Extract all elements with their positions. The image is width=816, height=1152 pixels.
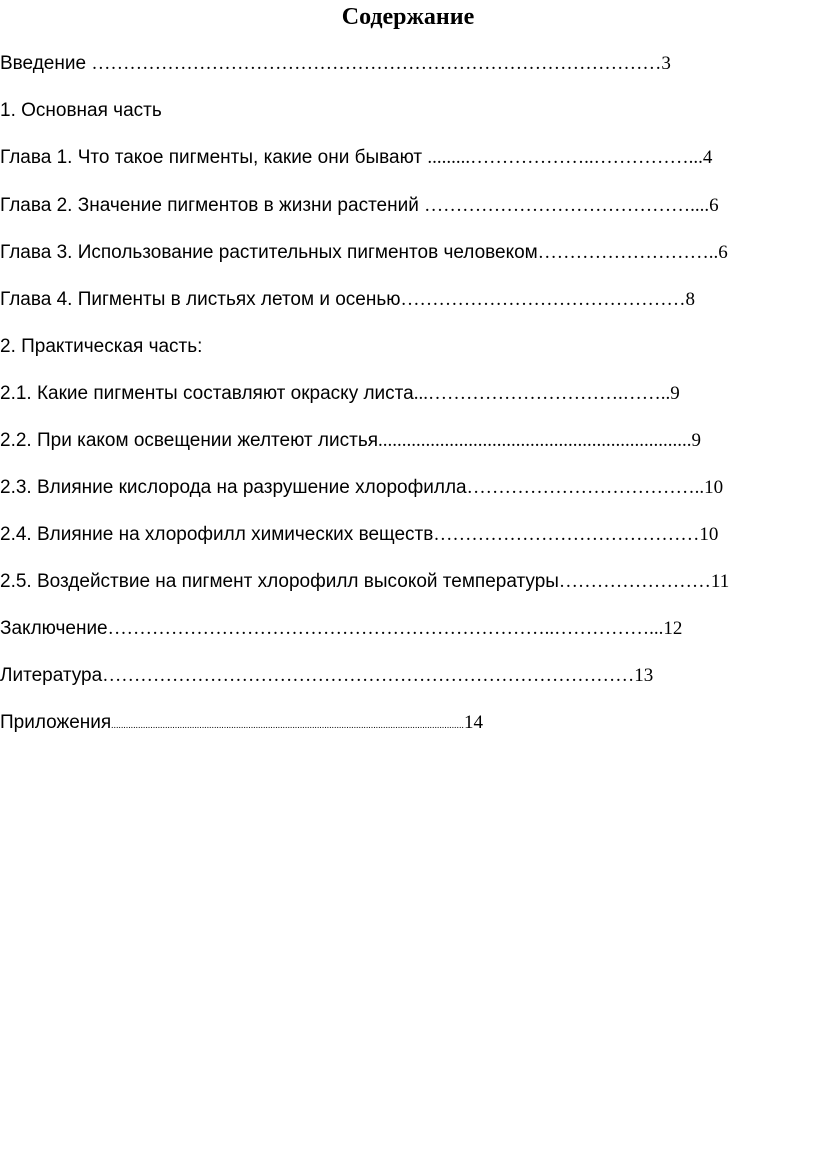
toc-entry-leader: ……………………………….. [466, 477, 705, 498]
toc-entry-leader: ……………………………………………………………………………… [91, 53, 662, 74]
toc-entry-page: 6 [718, 242, 728, 263]
toc-entry-label: 2.5. Воздействие на пигмент хлорофилл высокой температуры [0, 571, 559, 592]
toc-section-practical [0, 335, 202, 359]
toc-entry-page: 10 [699, 524, 719, 545]
toc-entry-leader: …………………… [558, 571, 711, 592]
toc-entry-page: 4 [702, 147, 713, 168]
toc-title: Содержание [341, 4, 475, 30]
toc-entry-2-3 [0, 476, 723, 500]
toc-entry-page: 3 [661, 53, 671, 74]
toc-entry-leader: …………………………………… [433, 524, 700, 545]
toc-entry-leader: ................................................................................................................................................ [111, 720, 464, 730]
toc-entry-leader: ...………………………….…….. [413, 383, 671, 404]
toc-entry-leader: ……………………………………… [400, 289, 686, 310]
toc-entry-page: 14 [463, 712, 483, 733]
toc-entry-2-4 [0, 523, 718, 547]
toc-entry-page: 9 [670, 383, 680, 404]
toc-entry-page: 13 [634, 665, 654, 686]
toc-entry-label: 1. Основная часть [0, 100, 162, 121]
toc-entry-leader: ……………………….. [537, 242, 719, 263]
toc-entry-chapter-3 [0, 241, 728, 265]
toc-entry-page: 12 [663, 618, 683, 639]
toc-entry-label: Введение [0, 53, 92, 74]
toc-entry-literature [0, 664, 653, 688]
toc-entry-leader: ………………………………………………………………………… [102, 665, 635, 686]
toc-entry-page: 8 [685, 289, 696, 310]
toc-section-main [0, 99, 162, 123]
toc-entry-conclusion [0, 617, 682, 641]
toc-entry-leader: …………………………………….... [424, 195, 710, 216]
toc-entry-label: 2.4. Влияние на хлорофилл химических веществ [0, 524, 434, 545]
toc-entry-label: Литература [0, 665, 103, 686]
toc-entry-page: 11 [710, 571, 730, 592]
toc-entry-label: Глава 2. Значение пигментов в жизни растений [0, 195, 425, 216]
toc-entry-2-5 [0, 570, 729, 594]
toc-entry-label: Глава 4. Пигменты в листьях летом и осенью [0, 289, 401, 310]
toc-entry-2-2 [0, 429, 701, 453]
toc-entry-chapter-4 [0, 288, 695, 312]
toc-entry-2-1 [0, 382, 680, 406]
toc-entry-label: 2.3. Влияние кислорода на разрушение хлорофилла [0, 477, 467, 498]
toc-entry-page: 6 [709, 195, 719, 216]
toc-entry-leader: ……………………………………………………………..……………... [107, 618, 664, 639]
toc-entry-label: Приложения [0, 712, 112, 733]
toc-entry-leader: .................................................................. [378, 430, 692, 451]
toc-entry-label: 2. Практическая часть: [0, 336, 203, 357]
toc-entry-appendices [0, 711, 483, 737]
toc-entry-label: 2.2. При каком освещении желтеют листья [0, 430, 379, 451]
toc-entry-label: Глава 3. Использование растительных пигментов человеком [0, 242, 538, 263]
toc-entry-introduction [0, 52, 671, 76]
toc-entry-label: Глава 1. Что такое пигменты, какие они бывают [0, 147, 428, 168]
toc-entry-label: Заключение [0, 618, 108, 639]
toc-entry-chapter-1 [0, 146, 712, 170]
toc-entry-chapter-2 [0, 194, 719, 218]
toc-entry-page: 10 [704, 477, 724, 498]
toc-entry-label: 2.1. Какие пигменты составляют окраску листа [0, 383, 414, 404]
toc-entry-leader: .........………………..……………... [427, 147, 703, 168]
toc-entry-page: 9 [691, 430, 702, 451]
